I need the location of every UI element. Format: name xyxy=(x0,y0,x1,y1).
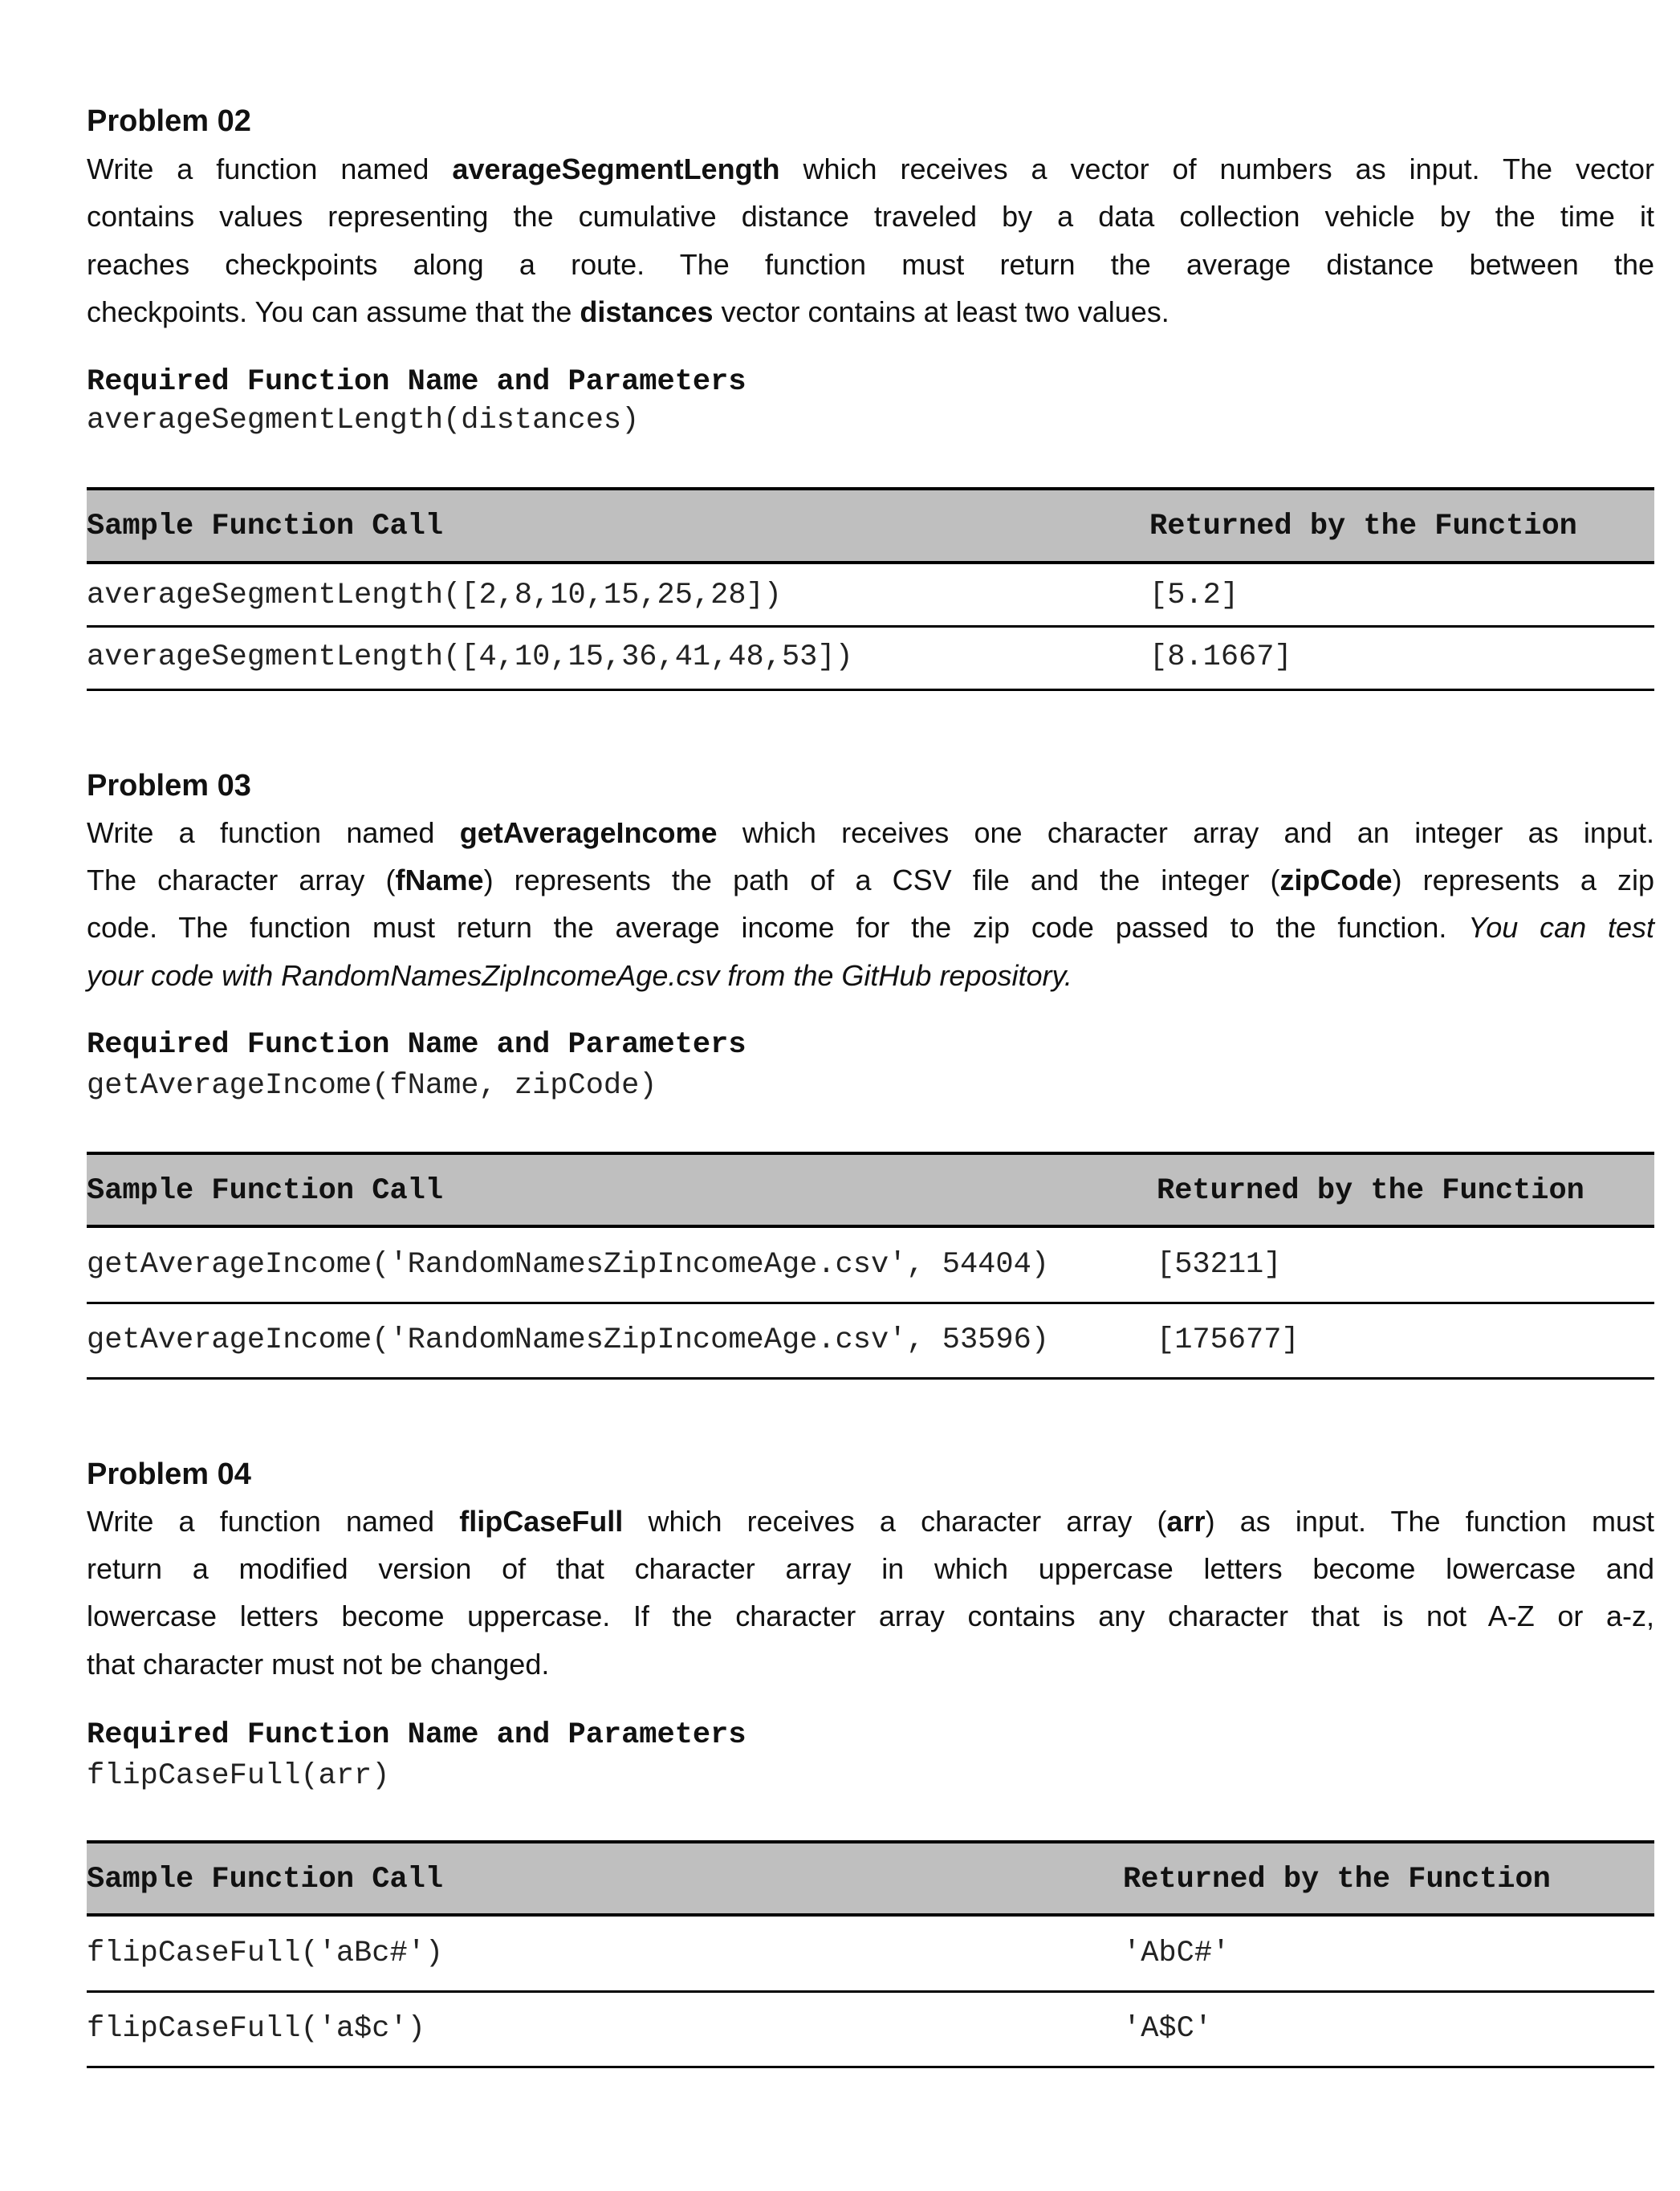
header-returned: Returned by the Function xyxy=(1157,1174,1584,1208)
text: code. The function must return the average income for the zip code passed to the function. xyxy=(87,911,1469,944)
description-line xyxy=(87,1505,1654,1539)
text: Write a function named xyxy=(87,816,460,849)
returned-value-cell: [5.2] xyxy=(1149,579,1239,612)
header-returned: Returned by the Function xyxy=(1123,1863,1551,1896)
bold-term: distances xyxy=(580,295,714,328)
bold-term: flipCaseFull xyxy=(459,1505,624,1538)
description-line xyxy=(87,248,1654,282)
problem-title: Problem 02 xyxy=(87,104,251,138)
description-line xyxy=(87,1600,1654,1633)
italic-text: your code with RandomNamesZipIncomeAge.csv from the GitHub repository. xyxy=(87,959,1072,992)
function-signature: flipCaseFull(arr) xyxy=(87,1759,390,1793)
row-divider xyxy=(87,1302,1654,1304)
table-bottom-rule xyxy=(87,689,1654,691)
italic-text: You can test xyxy=(1468,911,1655,944)
bold-term: zipCode xyxy=(1279,864,1393,896)
problem-title: Problem 03 xyxy=(87,769,251,803)
text: The character array ( xyxy=(87,864,396,896)
text: lowercase letters become uppercase. If the character array contains any character that is not A-Z or a-z, xyxy=(87,1600,1654,1632)
row-divider xyxy=(87,625,1654,628)
returned-value-cell: 'AbC#' xyxy=(1123,1937,1231,1970)
table-bottom-rule xyxy=(87,2066,1654,2068)
function-signature: getAverageIncome(fName, zipCode) xyxy=(87,1069,657,1103)
text: which receives a vector of numbers as input. The vector xyxy=(779,152,1654,185)
description-line xyxy=(87,959,1654,993)
text: Write a function named xyxy=(87,1505,460,1538)
returned-value-cell: [53211] xyxy=(1157,1248,1282,1282)
required-heading: Required Function Name and Parameters xyxy=(87,1718,746,1752)
text: ) represents the path of a CSV file and the integer ( xyxy=(483,864,1280,896)
description-line xyxy=(87,200,1654,234)
description-line xyxy=(87,295,1654,329)
row-divider xyxy=(87,1990,1654,1993)
text: contains values representing the cumulative distance traveled by a data collection vehicle by the time it xyxy=(87,200,1654,233)
text: ) as input. The function must xyxy=(1205,1505,1655,1538)
returned-value-cell: [8.1667] xyxy=(1149,640,1292,674)
text: ) represents a zip xyxy=(1392,864,1654,896)
text: which receives a character array ( xyxy=(623,1505,1167,1538)
description-line xyxy=(87,1648,1654,1681)
bold-term: arr xyxy=(1166,1505,1206,1538)
required-heading: Required Function Name and Parameters xyxy=(87,1028,746,1062)
sample-call-cell: flipCaseFull('a$c') xyxy=(87,2012,425,2046)
text: vector contains at least two values. xyxy=(713,295,1169,328)
header-sample-call: Sample Function Call xyxy=(87,1863,444,1896)
text: that character must not be changed. xyxy=(87,1648,550,1681)
text: reaches checkpoints along a route. The function must return the average distance between the xyxy=(87,248,1654,281)
table-bottom-rule xyxy=(87,1377,1654,1380)
text: return a modified version of that character array in which uppercase letters become lowercase and xyxy=(87,1552,1654,1585)
description-line xyxy=(87,911,1654,945)
sample-call-cell: getAverageIncome('RandomNamesZipIncomeAge.csv', 53596) xyxy=(87,1323,1049,1357)
text: which receives one character array and an integer as input. xyxy=(717,816,1655,849)
bold-term: averageSegmentLength xyxy=(452,152,780,185)
description-line xyxy=(87,864,1654,897)
sample-call-cell: flipCaseFull('aBc#') xyxy=(87,1937,444,1970)
text: checkpoints. You can assume that the xyxy=(87,295,580,328)
sample-call-cell: getAverageIncome('RandomNamesZipIncomeAge.csv', 54404) xyxy=(87,1248,1049,1282)
bold-term: fName xyxy=(395,864,484,896)
description-line xyxy=(87,816,1654,850)
text: Write a function named xyxy=(87,152,453,185)
sample-call-cell: averageSegmentLength([4,10,15,36,41,48,53]) xyxy=(87,640,853,674)
returned-value-cell: 'A$C' xyxy=(1123,2012,1213,2046)
description-line xyxy=(87,152,1654,186)
header-sample-call: Sample Function Call xyxy=(87,510,444,543)
required-heading: Required Function Name and Parameters xyxy=(87,365,746,399)
bold-term: getAverageIncome xyxy=(459,816,718,849)
returned-value-cell: [175677] xyxy=(1157,1323,1300,1357)
description-line xyxy=(87,1552,1654,1586)
function-signature: averageSegmentLength(distances) xyxy=(87,404,640,437)
header-sample-call: Sample Function Call xyxy=(87,1174,444,1208)
sample-call-cell: averageSegmentLength([2,8,10,15,25,28]) xyxy=(87,579,782,612)
problem-title: Problem 04 xyxy=(87,1457,251,1491)
header-returned: Returned by the Function xyxy=(1149,510,1577,543)
